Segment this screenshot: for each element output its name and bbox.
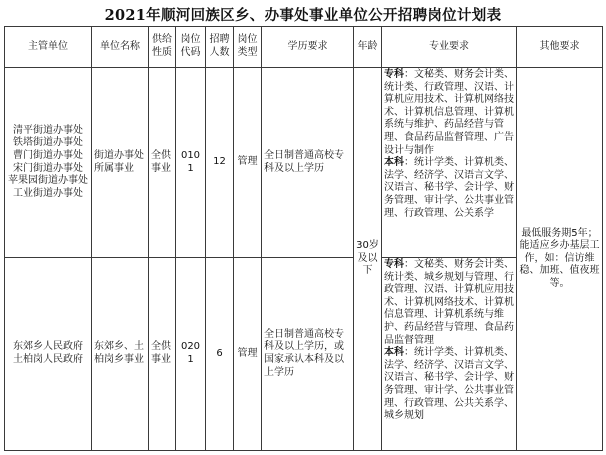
recruitment-table [4,26,603,451]
num-cell: 6 [206,258,234,451]
type-cell: 管理 [234,258,262,451]
unit-cell: 街道办事处所属事业 [92,68,149,258]
table-header-row [5,27,603,68]
code-cell: 0101 [176,68,206,258]
major-cell [382,258,517,451]
header-type-line1: 岗位 [237,34,258,46]
edu-cell: 全日制普通高校专科及以上学历，或国家承认本科及以上学历 [262,258,354,451]
header-num-line1: 招聘 [209,34,230,46]
header-dept: 主管单位 [5,27,92,68]
table-row [5,68,603,258]
major-zk-text: ：文秘类、财务会计类、统计类、城乡规划与管理、行政管理、汉语、计算机应用技术、计算机网络技术、计算机信息管理、计算机系统与维护、药品经营与管理、食品药品监督管理 [384,259,514,346]
page-title: 2021年顺河回族区乡、办事处事业单位公开招聘岗位计划表 [104,7,502,24]
code-cell: 0201 [176,258,206,451]
unit-cell: 东郊乡、土柏岗乡事业 [92,258,149,451]
major-zk-label: 专科 [384,69,404,80]
header-unit: 单位名称 [92,27,149,68]
dept-line: 苹果园街道办事处 [8,175,88,187]
header-funding-line2: 性质 [152,47,172,58]
dept-line: 土柏岗人民政府 [13,354,83,365]
funding-cell: 全供事业 [149,68,176,258]
dept-cell [5,68,92,258]
major-zk-text: ：文秘类、财务会计类、统计类、行政管理、汉语、计算机应用技术、计算机网络技术、计算机信息管理、计算机系统与维护、药品经营与管理、食品药品监督管理、广告设计与制作 [384,69,514,156]
dept-line: 清平街道办事处 [13,124,83,136]
edu-cell: 全日制普通高校专科及以上学历 [262,68,354,258]
major-bk-text: ：统计学类、计算机类、法学、经济学、汉语言文学、汉语言、秘书学、会计学、财务管理、审计学、公共事业管理、行政管理、公关系学 [384,157,514,219]
header-code [176,27,206,68]
dept-line: 曹门街道办事处 [13,149,83,161]
dept-line: 铁塔街道办事处 [13,137,83,149]
age-cell: 30岁及以下 [354,68,382,451]
header-code-line2: 代码 [180,47,201,58]
dept-line: 工业街道办事处 [13,187,83,199]
header-code-line1: 岗位 [180,34,201,46]
header-other: 其他要求 [517,27,603,68]
major-bk-label: 本科 [384,157,404,169]
dept-line: 东郊乡人民政府 [13,341,83,353]
type-cell: 管理 [234,68,262,258]
dept-line: 宋门街道办事处 [13,162,83,174]
funding-cell: 全供事业 [149,258,176,451]
num-cell: 12 [206,68,234,258]
header-type-line2: 类型 [237,47,258,58]
header-num [206,27,234,68]
table-row [5,258,603,451]
major-cell [382,68,517,258]
header-funding-line1: 供给 [152,34,172,46]
major-bk-text: ：统计学类、计算机类、法学、经济学、汉语言文学、汉语言、秘书学、会计学、财务管理、审计学、公共事业管理、行政管理、公共关系学、城乡规划 [384,347,514,422]
header-funding [149,27,176,68]
dept-cell [5,258,92,451]
other-cell: 最低服务期5年；能适应乡办基层工作，如：信访维稳、加班、值夜班等。 [517,68,603,451]
header-num-line2: 人数 [209,47,230,58]
header-major: 专业要求 [382,27,517,68]
major-zk-label: 专科 [384,259,404,270]
header-edu: 学历要求 [262,27,354,68]
header-age: 年龄 [354,27,382,68]
major-bk-label: 本科 [384,347,404,359]
header-type [234,27,262,68]
